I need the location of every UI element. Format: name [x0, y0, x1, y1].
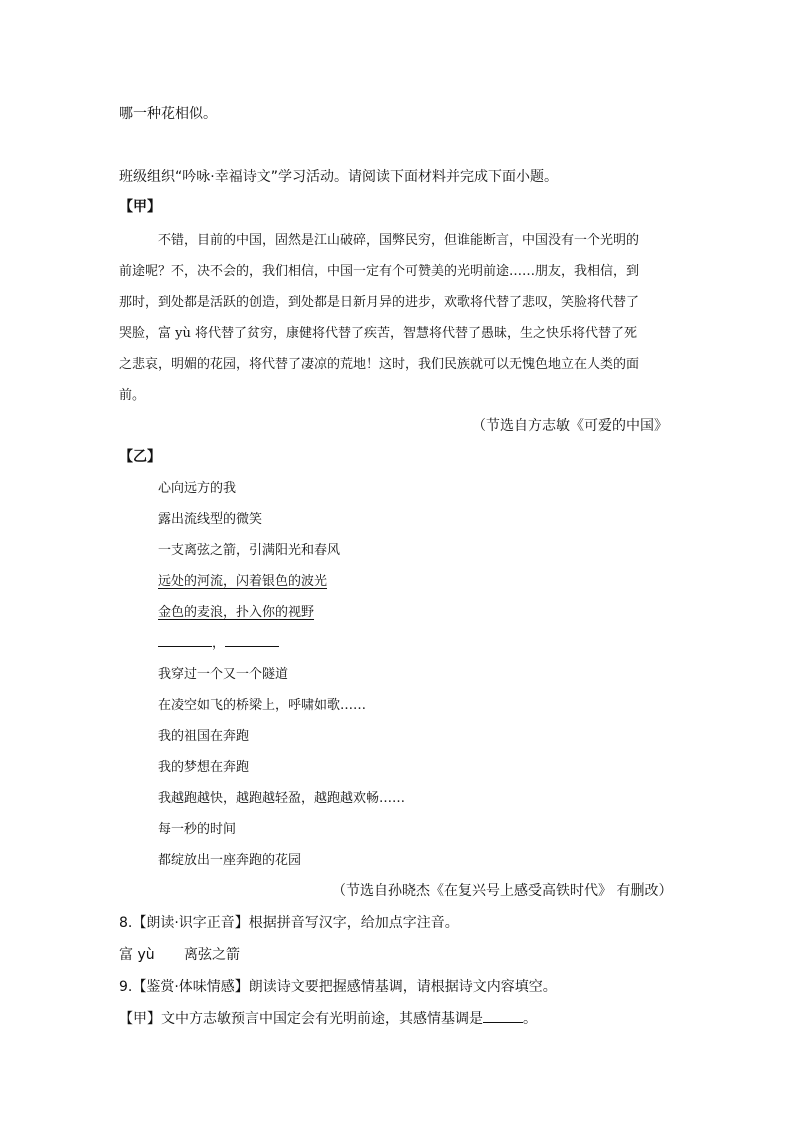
- poem-line: 我的祖国在奔跑: [158, 729, 250, 744]
- poem-line: 我越跑越快，越跑越轻盈，越跑越欢畅……: [158, 791, 406, 806]
- poem-line: 都绽放出一座奔跑的花园: [158, 853, 302, 868]
- jia-line: 之悲哀，明媚的花园，将代替了凄凉的荒地！这时，我们民族就可以无愧色地立在人类的面: [119, 357, 640, 372]
- jia-line: 哭脸，富 yù 将代替了贫穷，康健将代替了疾苦，智慧将代替了愚昧，生之快乐将代替了死: [119, 326, 637, 341]
- question-8: 8.【朗读·识字正音】根据拼音写汉字，给加点字注音。: [119, 915, 459, 931]
- poem-line: 在凌空如飞的桥梁上，呼啸如歌……: [158, 698, 367, 713]
- answer-blank[interactable]: [225, 646, 279, 647]
- poem-line: 心向远方的我: [158, 481, 237, 496]
- poem-line: 每一秒的时间: [158, 822, 237, 837]
- poem-line: 露出流线型的微笑: [158, 512, 263, 527]
- poem-line-underlined: 金色的麦浪，扑入你的视野: [158, 605, 315, 620]
- jia-source: （节选自方志敏《可爱的中国》: [472, 418, 668, 434]
- yi-label: 【乙】: [119, 449, 161, 465]
- answer-blank[interactable]: [483, 1022, 523, 1023]
- question-9: 9.【鉴赏·体味情感】朗读诗文要把握感情基调，请根据诗文内容填空。: [119, 979, 557, 995]
- jia-label: 【甲】: [119, 199, 161, 215]
- poem-line-underlined: 远处的河流，闪着银色的波光: [158, 574, 328, 589]
- q9-jia-question: 【甲】文中方志敏预言中国定会有光明前途，其感情基调是 。: [119, 1011, 537, 1027]
- answer-blank[interactable]: [158, 646, 212, 647]
- jia-line: 前。: [119, 388, 146, 403]
- jia-line: 前途呢？不，决不会的，我们相信，中国一定有个可赞美的光明前途……朋友，我相信，到: [119, 264, 640, 279]
- intro-text: 班级组织“吟咏·幸福诗文”学习活动。请阅读下面材料并完成下面小题。: [119, 169, 558, 185]
- poem-blank-line: ，: [158, 632, 279, 651]
- jia-line: 那时，到处都是活跃的创造，到处都是日新月异的进步，欢歌将代替了悲叹，笑脸将代替了: [119, 295, 640, 310]
- poem-line: 我的梦想在奔跑: [158, 760, 250, 775]
- poem-line: 我穿过一个又一个隧道: [158, 667, 289, 682]
- fragment-text: 哪一种花相似。: [119, 106, 217, 122]
- q8-item: 离弦之箭: [184, 947, 240, 963]
- q8-item: 富 yù: [119, 947, 155, 963]
- jia-line: 不错，目前的中国，固然是江山破碎，国弊民穷，但谁能断言，中国没有一个光明的: [158, 233, 640, 248]
- yi-source: （节选自孙晓杰《在复兴号上感受高铁时代》 有删改）: [332, 883, 673, 899]
- poem-line: 一支离弦之箭，引满阳光和春风: [158, 543, 341, 558]
